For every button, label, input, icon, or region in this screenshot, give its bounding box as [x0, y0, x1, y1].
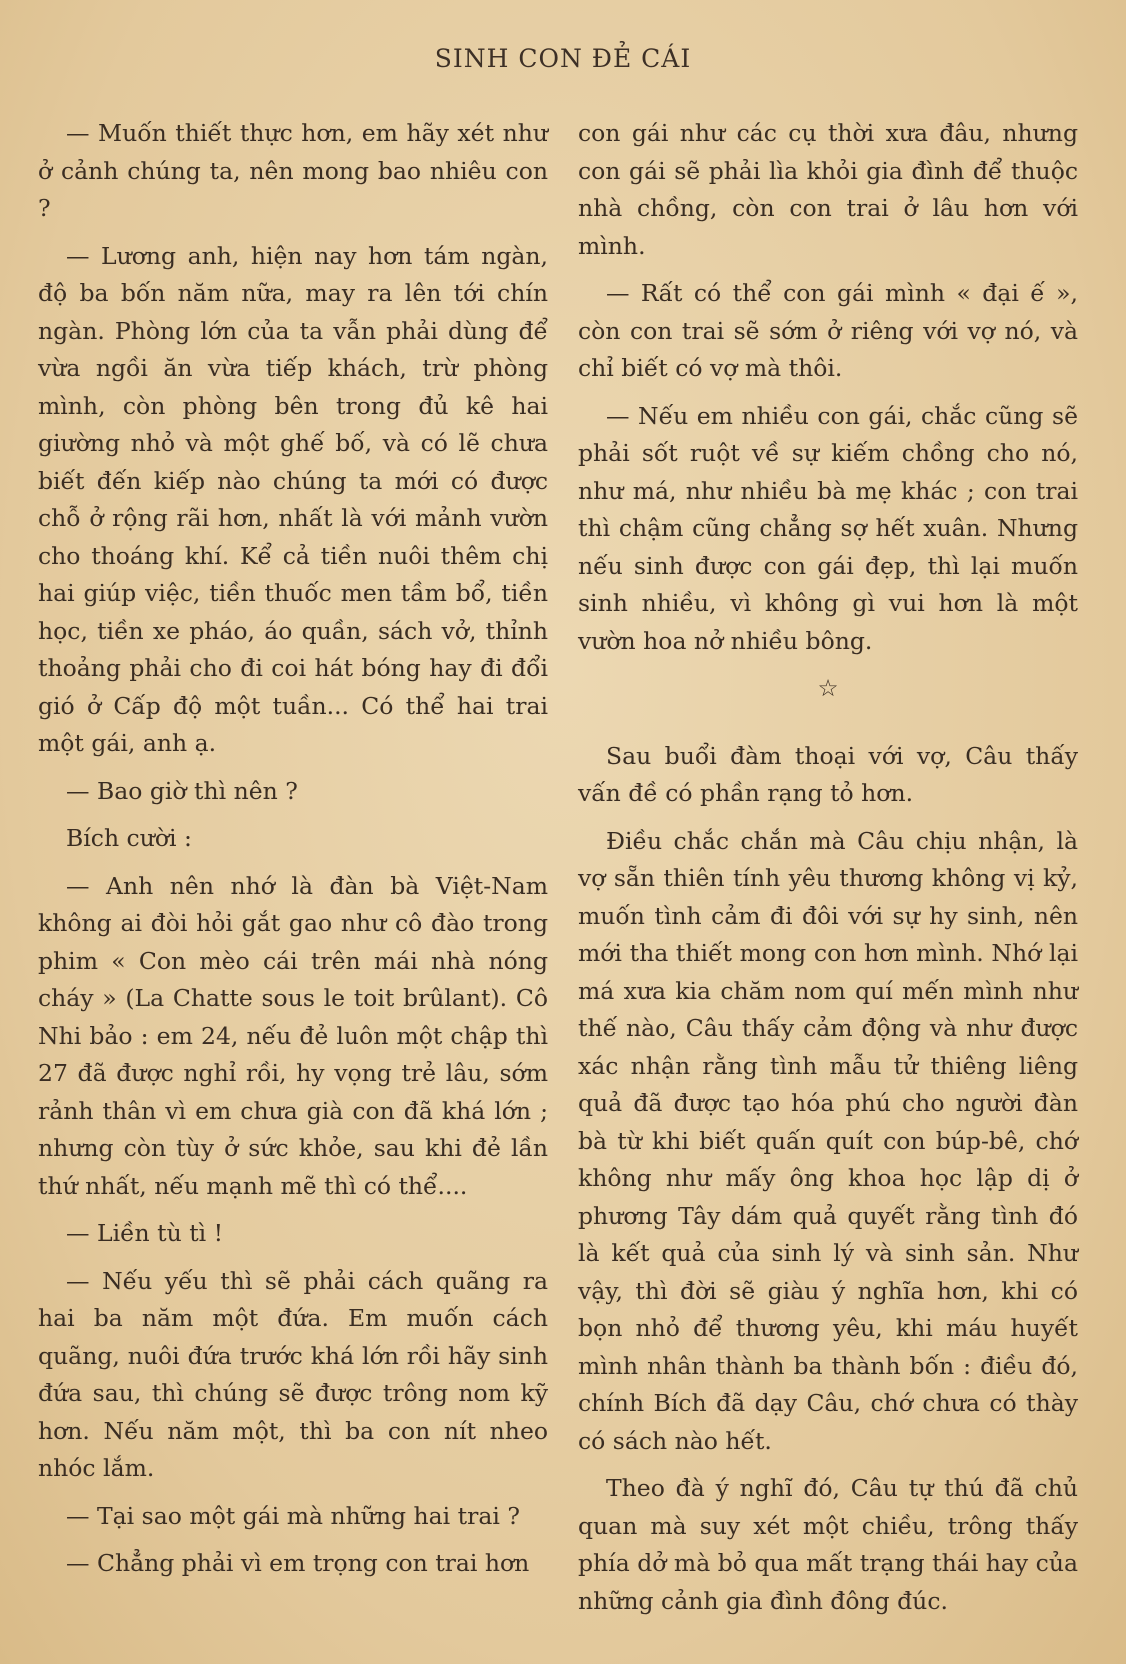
right-column — [578, 115, 1078, 1630]
paragraph: — Rất có thể con gái mình « đại ế », còn con trai sẽ sớm ở riêng với vợ nó, và chỉ biết có vợ mà thôi. — [578, 279, 1078, 382]
paragraph: Theo đà ý nghĩ đó, Câu tự thú đã chủ quan mà suy xét một chiều, trông thấy phía dở mà bỏ qua mất trạng thái hay của những cảnh gia đình đông đúc. — [578, 1474, 1078, 1615]
paragraph: — Lương anh, hiện nay hơn tám ngàn, độ ba bốn năm nữa, may ra lên tới chín ngàn. Phòng lớn của ta vẫn phải dùng để vừa ngồi ăn vừa tiếp khách, trừ phòng mình, còn phòng bên trong đủ kê hai giường nhỏ và một ghế bố, và có lẽ chưa biết đến kiếp nào chúng ta mới có được chỗ ở rộng rãi hơn, nhất là với mảnh vườn cho thoáng khí. Kể cả tiền nuôi thêm chị hai giúp việc, tiền thuốc men tầm bổ, tiền học, tiền xe pháo, áo quần, sách vở, thỉnh thoảng phải cho đi coi hát bóng hay đi đổi gió ở Cấp độ một tuần... Có thể hai trai một gái, anh ạ. — [38, 241, 548, 757]
paragraph: con gái như các cụ thời xưa đâu, nhưng con gái sẽ phải lìa khỏi gia đình để thuộc nhà chồng, còn con trai ở lâu hơn với mình. — [578, 119, 1078, 260]
paragraph: — Chẳng phải vì em trọng con trai hơn — [66, 1549, 530, 1577]
paragraph: Bích cười : — [66, 824, 192, 852]
paragraph: — Bao giờ thì nên ? — [66, 776, 298, 805]
paragraph: — Tại sao một gái mà những hai trai ? — [66, 1501, 520, 1530]
paragraph: — Nếu yếu thì sẽ phải cách quãng ra hai ba năm một đứa. Em muốn cách quãng, nuôi đứa trước khá lớn rồi hãy sinh đứa sau, thì chúng sẽ được trông nom kỹ hơn. Nếu năm một, thì ba con nít nheo nhóc lắm. — [38, 1266, 548, 1482]
paragraph: Điều chắc chắn mà Câu chịu nhận, là vợ sẵn thiên tính yêu thương không vị kỷ, muốn tình cảm đi đôi với sự hy sinh, nên mới tha thiết mong con hơn mình. Nhớ lại má xưa kia chăm nom quí mến mình như thế nào, Câu thấy cảm động và như được xác nhận rằng tình mẫu tử thiêng liêng quả đã được tạo hóa phú cho người đàn bà từ khi biết quấn quít con búp-bê, chớ không như mấy ông khoa học lập dị ở phương Tây dám quả quyết rằng tình đó là kết quả của sinh lý và sinh sản. Như vậy, thì đời sẽ giàu ý nghĩa hơn, khi có bọn nhỏ để thương yêu, khi máu huyết mình nhân thành ba thành bốn : điều đó, chính Bích đã dạy Câu, chớ chưa có thày có sách nào hết. — [578, 826, 1078, 1455]
section-divider-star: ☆ — [817, 674, 839, 702]
paragraph: Sau buổi đàm thoại với vợ, Câu thấy vấn đề có phần rạng tỏ hơn. — [578, 741, 1078, 807]
paragraph: — Liền tù tì ! — [66, 1219, 224, 1247]
paragraph: — Muốn thiết thực hơn, em hãy xét như ở cảnh chúng ta, nên mong bao nhiêu con ? — [38, 119, 548, 222]
left-column — [38, 115, 548, 1593]
page-title: SINH CON ĐẺ CÁI — [434, 44, 692, 73]
paragraph: — Anh nên nhớ là đàn bà Việt-Nam không ai đòi hỏi gắt gao như cô đào trong phim « Con mèo cái trên mái nhà nóng cháy » (La Chatte sous le toit brûlant). Cô Nhi bảo : em 24, nếu đẻ luôn một chập thì 27 đã được nghỉ rồi, hy vọng trẻ lâu, sớm rảnh thân vì em chưa già con đã khá lớn ; nhưng còn tùy ở sức khỏe, sau khi đẻ lần thứ nhất, nếu mạnh mẽ thì có thể.... — [38, 871, 548, 1200]
paragraph: — Nếu em nhiều con gái, chắc cũng sẽ phải sốt ruột về sự kiếm chồng cho nó, như má, như nhiều bà mẹ khác ; con trai thì chậm cũng chẳng sợ hết xuân. Nhưng nếu sinh được con gái đẹp, thì lại muốn sinh nhiều, vì không gì vui hơn là một vườn hoa nở nhiều bông. — [578, 401, 1078, 655]
